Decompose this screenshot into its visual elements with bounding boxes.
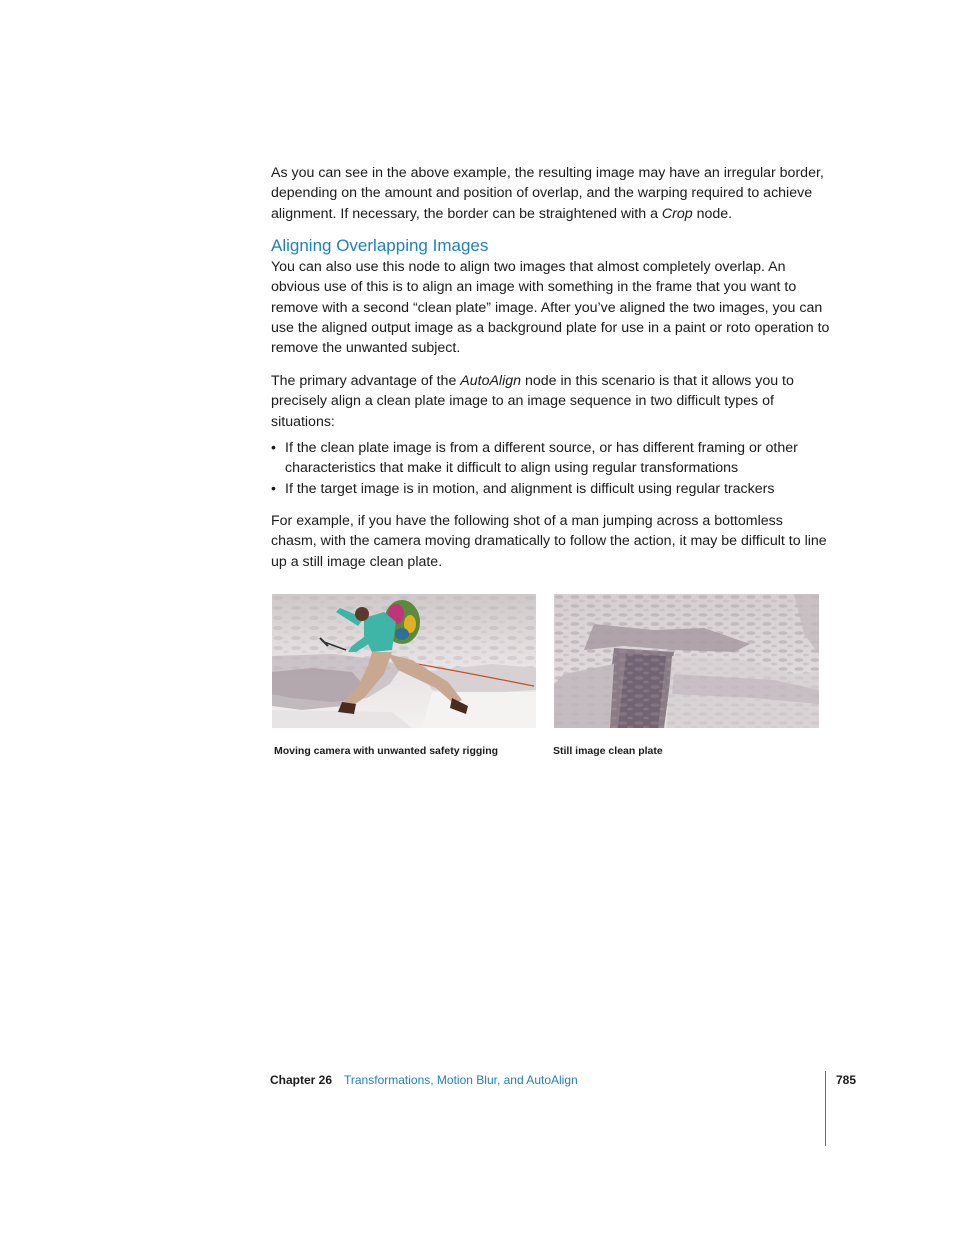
bullet-text: If the clean plate image is from a different source, or has different framing or other characteristics that make it difficult to align using regular transformations bbox=[285, 440, 798, 477]
bullet-list-block bbox=[271, 438, 831, 499]
section-heading-block bbox=[271, 235, 831, 257]
intro-block bbox=[271, 163, 831, 224]
footer-chapter: Chapter 26 bbox=[270, 1073, 333, 1087]
crop-term: Crop bbox=[661, 205, 693, 222]
section-heading: Aligning Overlapping Images bbox=[271, 236, 489, 255]
footer-chapter-title: Transformations, Motion Blur, and AutoAlign bbox=[344, 1073, 578, 1087]
figure-caption-1: Moving camera with unwanted safety rigging bbox=[274, 745, 499, 757]
footer-divider bbox=[825, 1071, 826, 1146]
intro-text-end: node. bbox=[692, 205, 733, 222]
intro-paragraph bbox=[271, 163, 831, 224]
list-item bbox=[271, 438, 831, 479]
bullet-mark: • bbox=[271, 440, 276, 456]
bullet-mark: • bbox=[271, 480, 276, 497]
figure-clean-plate bbox=[554, 594, 819, 728]
section-para-1-block bbox=[271, 257, 831, 358]
section-paragraph-3: For example, if you have the following shot of a man jumping across a bottomless chasm, with the camera moving dramatically to follow the action, it may be difficult to line up a still image clean plate. bbox=[271, 513, 827, 570]
bullet-text: If the target image is in motion, and alignment is difficult using regular trackers bbox=[285, 480, 775, 497]
section-paragraph-1: You can also use this node to align two images that almost completely overlap. An obvious use of this is to align an image with something in the frame that you want to remove with a second “clean plate” image. After you’ve aligned the two images, you can use the aligned output image as a background plate for use in a paint or roto operation to remove the unwanted subject. bbox=[271, 259, 830, 357]
para2-text: The primary advantage of the bbox=[271, 373, 461, 389]
section-para-3-block bbox=[271, 511, 831, 572]
bullet-list bbox=[271, 438, 831, 499]
page-number: 785 bbox=[836, 1073, 857, 1087]
para2-text-end: node in this scenario is that it allows you to precisely align a clean plate image to an image sequence in two difficult types of situations: bbox=[271, 373, 794, 430]
section-para-2-block bbox=[271, 371, 831, 432]
jumping-man-photo bbox=[272, 594, 536, 728]
figure-caption-2: Still image clean plate bbox=[553, 745, 663, 757]
list-item bbox=[271, 479, 831, 499]
clean-plate-photo bbox=[554, 594, 819, 728]
intro-text: As you can see in the above example, the resulting image may have an irregular border, depending on the amount and position of overlap, and the warping required to achieve alignment. If necessary, the border can be straightened with a bbox=[271, 165, 824, 222]
figure-jumping-man bbox=[272, 594, 536, 728]
section-paragraph-2 bbox=[271, 371, 831, 432]
autoalign-term: AutoAlign bbox=[460, 373, 522, 389]
